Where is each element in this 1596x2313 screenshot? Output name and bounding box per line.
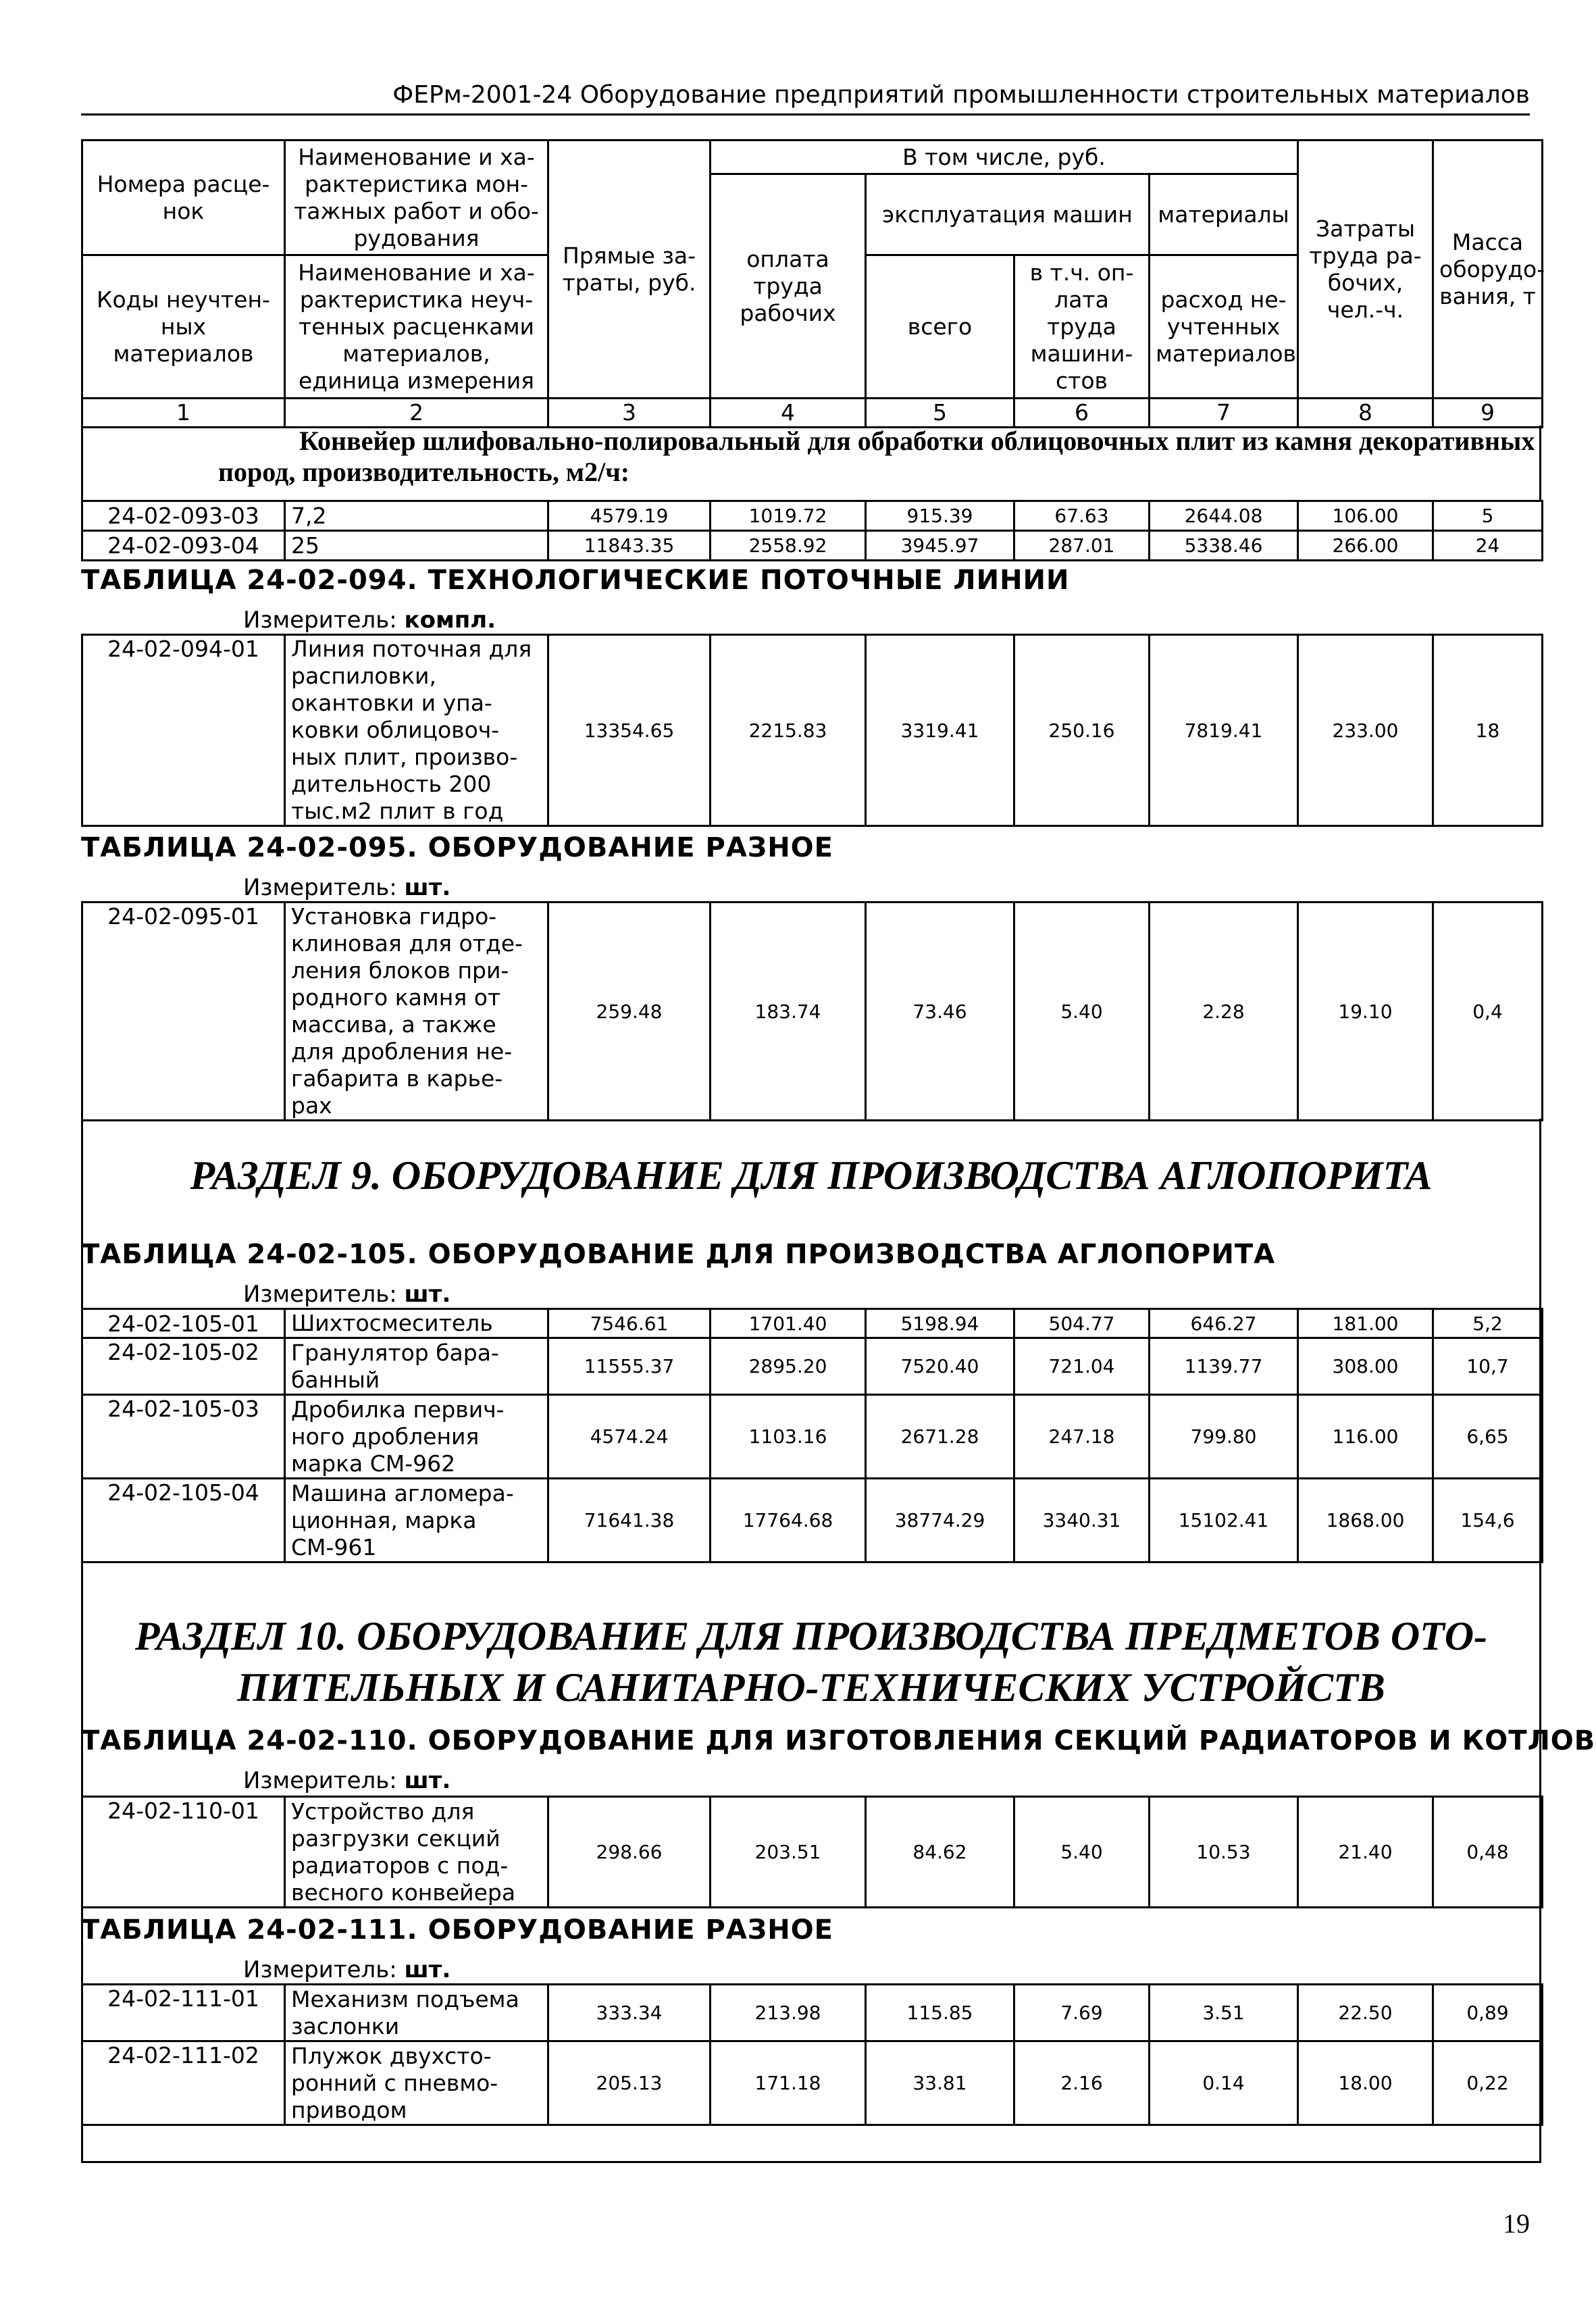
direct-cost: 259.48 <box>548 903 711 1121</box>
rate-name: Машина агломера-ционная, марка СМ-961 <box>285 1479 548 1562</box>
rate-name: 7,2 <box>285 501 548 531</box>
labor: 1868.00 <box>1298 1479 1433 1562</box>
rate-code: 24-02-095-01 <box>82 903 285 1121</box>
col6-header: в т.ч. оп-лата труда машини-стов <box>1014 255 1150 399</box>
machines-total: 3319.41 <box>866 635 1014 826</box>
labor: 106.00 <box>1298 501 1433 531</box>
mass: 6,65 <box>1433 1395 1543 1479</box>
table-row <box>82 2041 1543 2125</box>
col3-header: Прямые за-траты, руб. <box>548 141 711 399</box>
direct-cost: 298.66 <box>548 1797 711 1908</box>
wages: 203.51 <box>711 1797 866 1908</box>
rate-name: Механизм подъема заслонки <box>285 1985 548 2041</box>
wages: 1019.72 <box>711 501 866 531</box>
direct-cost: 11555.37 <box>548 1338 711 1395</box>
materials: 2.28 <box>1150 903 1298 1121</box>
col2-top-header: Наименование и ха-рактеристика мон-тажных работ и обо-рудования <box>285 141 548 255</box>
materials: 799.80 <box>1150 1395 1298 1479</box>
materials: 1139.77 <box>1150 1338 1298 1395</box>
machines-total: 7520.40 <box>866 1338 1014 1395</box>
machines-total: 73.46 <box>866 903 1014 1121</box>
labor: 22.50 <box>1298 1985 1433 2041</box>
table-110-title: ТАБЛИЦА 24-02-110. ОБОРУДОВАНИЕ ДЛЯ ИЗГОТОВЛЕНИЯ СЕКЦИЙ РАДИАТОРОВ И КОТЛОВ <box>81 1725 1596 1756</box>
direct-cost: 4574.24 <box>548 1395 711 1479</box>
col2-bottom-header: Наименование и ха-рактеристика неуч-тенных расценками материалов, единица измерения <box>285 255 548 399</box>
machines-total: 38774.29 <box>866 1479 1014 1562</box>
table-row <box>82 635 1543 826</box>
header-table <box>81 139 1543 428</box>
rate-code: 24-02-105-04 <box>82 1479 285 1562</box>
machines-total: 84.62 <box>866 1797 1014 1908</box>
table-095-measure: Измеритель: шт. <box>243 874 451 901</box>
col7-header: расход не-учтенных материалов <box>1150 255 1298 399</box>
column-numbers-row <box>82 399 1543 428</box>
table-111-title: ТАБЛИЦА 24-02-111. ОБОРУДОВАНИЕ РАЗНОЕ <box>81 1914 833 1946</box>
rate-code: 24-02-110-01 <box>82 1797 285 1908</box>
running-head: ФЕРм-2001-24 Оборудование предприятий промышленности строительных материалов <box>81 80 1530 116</box>
table-row <box>82 1797 1543 1908</box>
direct-cost: 13354.65 <box>548 635 711 826</box>
mass: 10,7 <box>1433 1338 1543 1395</box>
table-105 <box>81 1308 1543 1563</box>
page-number: 19 <box>1503 2208 1530 2239</box>
rate-code: 24-02-105-02 <box>82 1338 285 1395</box>
wages: 2215.83 <box>711 635 866 826</box>
table-105-title: ТАБЛИЦА 24-02-105. ОБОРУДОВАНИЕ ДЛЯ ПРОИЗВОДСТВА АГЛОПОРИТА <box>81 1239 1276 1270</box>
table-row <box>82 1338 1543 1395</box>
materials: 7819.41 <box>1150 635 1298 826</box>
materials: 2644.08 <box>1150 501 1298 531</box>
materials: 646.27 <box>1150 1309 1298 1338</box>
col-number: 8 <box>1298 399 1433 428</box>
col-number: 3 <box>548 399 711 428</box>
machinists-wages: 504.77 <box>1014 1309 1150 1338</box>
rate-code: 24-02-094-01 <box>82 635 285 826</box>
col4-header: оплата труда рабочих <box>711 174 866 399</box>
machinists-wages: 721.04 <box>1014 1338 1150 1395</box>
labor: 19.10 <box>1298 903 1433 1121</box>
machines-total: 33.81 <box>866 2041 1014 2125</box>
wages: 2558.92 <box>711 531 866 561</box>
rate-code: 24-02-093-04 <box>82 531 285 561</box>
table-105-measure: Измеритель: шт. <box>243 1281 451 1308</box>
rate-name: Шихтосмеситель <box>285 1309 548 1338</box>
section-10-title-line1: РАЗДЕЛ 10. ОБОРУДОВАНИЕ ДЛЯ ПРОИЗВОДСТВА ПРЕДМЕТОВ ОТО- <box>134 1614 1488 1658</box>
rate-name: Линия поточная для распиловки, окантовки и упа-ковки облицовоч-ных плит, произво-дительность 200 тыс.м2 плит в год <box>285 635 548 826</box>
wages: 183.74 <box>711 903 866 1121</box>
table-row <box>82 1985 1543 2041</box>
materials: 3.51 <box>1150 1985 1298 2041</box>
materials: 10.53 <box>1150 1797 1298 1908</box>
machinists-wages: 247.18 <box>1014 1395 1150 1479</box>
col-number: 5 <box>866 399 1014 428</box>
labor: 233.00 <box>1298 635 1433 826</box>
table-row <box>82 501 1543 531</box>
direct-cost: 11843.35 <box>548 531 711 561</box>
rate-code: 24-02-111-01 <box>82 1985 285 2041</box>
wages: 213.98 <box>711 1985 866 2041</box>
machines-total: 2671.28 <box>866 1395 1014 1479</box>
direct-cost: 71641.38 <box>548 1479 711 1562</box>
wages: 171.18 <box>711 2041 866 2125</box>
machinists-wages: 250.16 <box>1014 635 1150 826</box>
col-number: 1 <box>82 399 285 428</box>
rate-name: Устройство для разгрузки секций радиаторов с под-весного конвейера <box>285 1797 548 1908</box>
section-9-title: РАЗДЕЛ 9. ОБОРУДОВАНИЕ ДЛЯ ПРОИЗВОДСТВА АГЛОПОРИТА <box>190 1153 1433 1198</box>
direct-cost: 4579.19 <box>548 501 711 531</box>
machines-header: эксплуатация машин <box>866 174 1150 255</box>
section-10-title-line2: ПИТЕЛЬНЫХ И САНИТАРНО-ТЕХНИЧЕСКИХ УСТРОЙСТВ <box>237 1665 1385 1710</box>
col1-bottom-header: Коды неучтен-ных материалов <box>82 255 285 399</box>
machinists-wages: 67.63 <box>1014 501 1150 531</box>
labor: 18.00 <box>1298 2041 1433 2125</box>
labor: 266.00 <box>1298 531 1433 561</box>
table-110-measure: Измеритель: шт. <box>243 1767 451 1794</box>
labor: 21.40 <box>1298 1797 1433 1908</box>
rate-name: 25 <box>285 531 548 561</box>
col-number: 7 <box>1150 399 1298 428</box>
materials-header: материалы <box>1150 174 1298 255</box>
rate-code: 24-02-105-01 <box>82 1309 285 1338</box>
wages: 2895.20 <box>711 1338 866 1395</box>
table-095 <box>81 901 1543 1121</box>
machines-total: 3945.97 <box>866 531 1014 561</box>
rate-name: Дробилка первич-ного дробления марка СМ-962 <box>285 1395 548 1479</box>
labor: 116.00 <box>1298 1395 1433 1479</box>
table-row <box>82 531 1543 561</box>
mass: 5,2 <box>1433 1309 1543 1338</box>
table-row <box>82 1309 1543 1338</box>
rate-code: 24-02-111-02 <box>82 2041 285 2125</box>
wages: 17764.68 <box>711 1479 866 1562</box>
machinists-wages: 5.40 <box>1014 903 1150 1121</box>
table-094-title: ТАБЛИЦА 24-02-094. ТЕХНОЛОГИЧЕСКИЕ ПОТОЧНЫЕ ЛИНИИ <box>81 565 1070 596</box>
rate-name: Установка гидро-клиновая для отде-ления блоков при-родного камня от массива, а также для дробления не-габарита в карье-рах <box>285 903 548 1121</box>
direct-cost: 333.34 <box>548 1985 711 2041</box>
mass: 24 <box>1433 531 1543 561</box>
materials: 5338.46 <box>1150 531 1298 561</box>
machinists-wages: 7.69 <box>1014 1985 1150 2041</box>
table-row <box>82 1479 1543 1562</box>
machines-total: 5198.94 <box>866 1309 1014 1338</box>
table-row <box>82 903 1543 1121</box>
direct-cost: 7546.61 <box>548 1309 711 1338</box>
rate-code: 24-02-093-03 <box>82 501 285 531</box>
col-number: 4 <box>711 399 866 428</box>
table-094-measure: Измеритель: компл. <box>243 607 496 634</box>
wages: 1103.16 <box>711 1395 866 1479</box>
mass: 0,4 <box>1433 903 1543 1121</box>
conveyor-title: Конвейер шлифовально-полировальный для обработки облицовочных плит из камня декоративных пород, производительность, м2/ч: <box>81 426 1541 500</box>
col1-top-header: Номера расце-нок <box>82 141 285 255</box>
rate-name: Гранулятор бара-банный <box>285 1338 548 1395</box>
machinists-wages: 2.16 <box>1014 2041 1150 2125</box>
table-111-measure: Измеритель: шт. <box>243 1956 451 1983</box>
table-095-title: ТАБЛИЦА 24-02-095. ОБОРУДОВАНИЕ РАЗНОЕ <box>81 832 833 863</box>
table-row <box>82 1395 1543 1479</box>
mass: 154,6 <box>1433 1479 1543 1562</box>
group-header: В том числе, руб. <box>711 141 1298 174</box>
col9-header: Масса оборудо-вания, т <box>1433 141 1543 399</box>
machines-total: 915.39 <box>866 501 1014 531</box>
col-number: 2 <box>285 399 548 428</box>
mass: 18 <box>1433 635 1543 826</box>
rate-name: Плужок двухсто-ронний с пневмо-приводом <box>285 2041 548 2125</box>
table-111 <box>81 1983 1543 2126</box>
mass: 0,48 <box>1433 1797 1543 1908</box>
mass: 5 <box>1433 501 1543 531</box>
col8-header: Затраты труда ра-бочих, чел.-ч. <box>1298 141 1433 399</box>
mass: 0,22 <box>1433 2041 1543 2125</box>
machinists-wages: 5.40 <box>1014 1797 1150 1908</box>
table-110 <box>81 1796 1543 1908</box>
col5-header: всего <box>866 255 1014 399</box>
rate-code: 24-02-105-03 <box>82 1395 285 1479</box>
conveyor-table <box>81 500 1543 561</box>
table-094 <box>81 634 1543 827</box>
wages: 1701.40 <box>711 1309 866 1338</box>
mass: 0,89 <box>1433 1985 1543 2041</box>
machinists-wages: 287.01 <box>1014 531 1150 561</box>
materials: 0.14 <box>1150 2041 1298 2125</box>
direct-cost: 205.13 <box>548 2041 711 2125</box>
machines-total: 115.85 <box>866 1985 1014 2041</box>
machinists-wages: 3340.31 <box>1014 1479 1150 1562</box>
labor: 181.00 <box>1298 1309 1433 1338</box>
col-number: 6 <box>1014 399 1150 428</box>
materials: 15102.41 <box>1150 1479 1298 1562</box>
col-number: 9 <box>1433 399 1543 428</box>
labor: 308.00 <box>1298 1338 1433 1395</box>
